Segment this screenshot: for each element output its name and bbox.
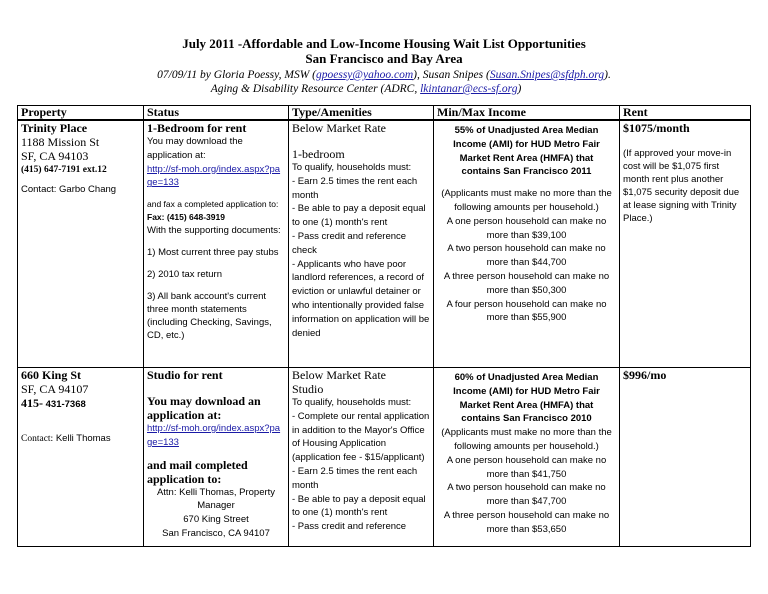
qualify-text: To qualify, households must: bbox=[292, 397, 412, 408]
table-row bbox=[18, 120, 751, 368]
status-heading: Studio for rent bbox=[147, 368, 223, 382]
rent-note: (If approved your move-in cost will be $1,075 first month rent plus another $1,075 security deposit due at lease signing with Trinity Place.) bbox=[623, 148, 740, 224]
doc-item: 1) Most current three pay stubs bbox=[147, 246, 279, 258]
application-link[interactable]: http://sf-moh.org/index.aspx?page=133 bbox=[147, 163, 281, 189]
table-header-row bbox=[18, 106, 751, 121]
property-phone bbox=[21, 396, 140, 412]
status-cell bbox=[144, 120, 289, 368]
download-text: You may download an application at: bbox=[147, 394, 261, 422]
download-text: You may download the application at: bbox=[147, 136, 243, 161]
property-contact: Contact: Garbo Chang bbox=[21, 184, 117, 195]
status-cell bbox=[144, 368, 289, 547]
unit-type: Studio bbox=[292, 382, 324, 396]
property-address: 1188 Mission St bbox=[21, 135, 100, 149]
mail-text: and mail completed application to: bbox=[147, 457, 248, 486]
byline bbox=[0, 69, 768, 81]
property-cell bbox=[18, 368, 144, 547]
type-cell bbox=[289, 120, 434, 368]
requirement: - Be able to pay a deposit equal to one (1) month's rent bbox=[292, 493, 426, 519]
col-header-property: Property bbox=[18, 106, 144, 121]
byline-prefix: 07/09/11 by Gloria Poessy, MSW ( bbox=[157, 69, 316, 81]
housing-table bbox=[17, 105, 751, 547]
requirement: - Pass credit and reference bbox=[292, 521, 407, 533]
org-suffix: ) bbox=[517, 83, 522, 95]
income-note: (Applicants must make no more than the following amounts per household.) bbox=[441, 427, 612, 452]
mail-city: San Francisco, CA 94107 bbox=[162, 527, 270, 539]
type-heading: Below Market Rate bbox=[292, 121, 386, 135]
organization-line bbox=[0, 83, 750, 95]
mail-attn: Attn: Kelli Thomas, Property Manager bbox=[156, 486, 276, 512]
income-limit: A three person household can make no more than $53,650 bbox=[443, 509, 610, 535]
requirement: - Earn 2.5 times the rent each month bbox=[292, 175, 418, 201]
col-header-type: Type/Amenities bbox=[289, 106, 434, 121]
income-heading: 55% of Unadjusted Area Median Income (AMI) for HUD Metro Fair Market Rent Area (HMFA) that contains San Francisco 2011 bbox=[453, 125, 600, 178]
contact-label: Contact: bbox=[21, 434, 54, 444]
rent-amount: $996/mo bbox=[623, 368, 667, 382]
byline-mid: ), Susan Snipes ( bbox=[413, 69, 490, 81]
type-cell bbox=[289, 368, 434, 547]
income-limit: A two person household can make no more than $44,700 bbox=[447, 243, 606, 269]
property-name: 660 King St bbox=[21, 368, 82, 382]
application-link[interactable]: http://sf-moh.org/index.aspx?page=133 bbox=[147, 423, 281, 448]
income-note: (Applicants must make no more than the following amounts per household.) bbox=[441, 188, 612, 213]
unit-type: 1-bedroom bbox=[292, 147, 345, 161]
requirement: - Earn 2.5 times the rent each month bbox=[292, 465, 418, 491]
fax-number: Fax: (415) 648-3919 bbox=[147, 212, 225, 223]
property-contact bbox=[21, 428, 140, 446]
col-header-status: Status bbox=[144, 106, 289, 121]
byline-suffix: ). bbox=[604, 69, 611, 81]
col-header-rent: Rent bbox=[620, 106, 751, 121]
supporting-docs-text: With the supporting documents: bbox=[147, 225, 281, 237]
email-link-adrc[interactable]: lkintanar@ecs-sf.org bbox=[420, 83, 518, 95]
income-cell bbox=[434, 368, 620, 547]
income-heading: 60% of Unadjusted Area Median Income (AMI) for HUD Metro Fair Market Rent Area (HMFA) that contains San Francisco 2010 bbox=[453, 372, 600, 425]
email-link-poessy[interactable]: gpoessy@yahoo.com bbox=[316, 69, 414, 81]
table-row bbox=[18, 368, 751, 547]
income-limit: A three person household can make no more than $50,300 bbox=[443, 270, 610, 296]
income-limit: A four person household can make no more than $55,900 bbox=[446, 298, 607, 324]
rent-cell bbox=[620, 368, 751, 547]
phone-prefix: 415- bbox=[21, 396, 43, 410]
requirement: - Applicants who have poor landlord references, a record of eviction or unlawful detainer or who intentionally provided false information on application will be denied bbox=[292, 258, 430, 339]
rent-amount: $1075/month bbox=[623, 121, 690, 135]
status-heading: 1-Bedroom for rent bbox=[147, 121, 247, 135]
income-limit: A one person household can make no more than $41,750 bbox=[446, 454, 607, 480]
property-phone: (415) 647-7191 ext.12 bbox=[21, 165, 107, 175]
doc-item: 3) All bank account's current three month statements (including Checking, Savings, CD, etc.) bbox=[147, 290, 272, 341]
contact-name: Kelli Thomas bbox=[53, 433, 111, 444]
income-limit: A two person household can make no more than $47,700 bbox=[447, 482, 606, 508]
phone-rest: 431-7368 bbox=[43, 399, 86, 410]
requirement: - Pass credit and reference check bbox=[292, 230, 407, 256]
doc-item: 2) 2010 tax return bbox=[147, 268, 222, 280]
mail-street: 670 King Street bbox=[183, 514, 249, 526]
org-prefix: Aging & Disability Resource Center (ADRC, bbox=[210, 83, 421, 95]
property-city: SF, CA 94107 bbox=[21, 382, 89, 396]
property-name: Trinity Place bbox=[21, 121, 88, 135]
property-city: SF, CA 94103 bbox=[21, 149, 89, 163]
document-subtitle: San Francisco and Bay Area bbox=[305, 51, 463, 66]
requirement: - Be able to pay a deposit equal to one (1) month's rent bbox=[292, 203, 426, 229]
email-link-snipes[interactable]: Susan.Snipes@sfdph.org bbox=[489, 69, 605, 81]
col-header-income: Min/Max Income bbox=[434, 106, 620, 121]
qualify-text: To qualify, households must: bbox=[292, 162, 412, 173]
income-cell bbox=[434, 120, 620, 368]
type-heading: Below Market Rate bbox=[292, 368, 386, 382]
rent-cell bbox=[620, 120, 751, 368]
fax-intro: and fax a completed application to: bbox=[147, 199, 279, 210]
document-title: July 2011 -Affordable and Low-Income Housing Wait List Opportunities bbox=[182, 36, 586, 51]
property-cell bbox=[18, 120, 144, 368]
income-limit: A one person household can make no more than $39,100 bbox=[446, 215, 607, 241]
requirement: - Complete our rental application in addition to the Mayor's Office of Housing Application (application fee - $15/applicant) bbox=[292, 410, 430, 464]
